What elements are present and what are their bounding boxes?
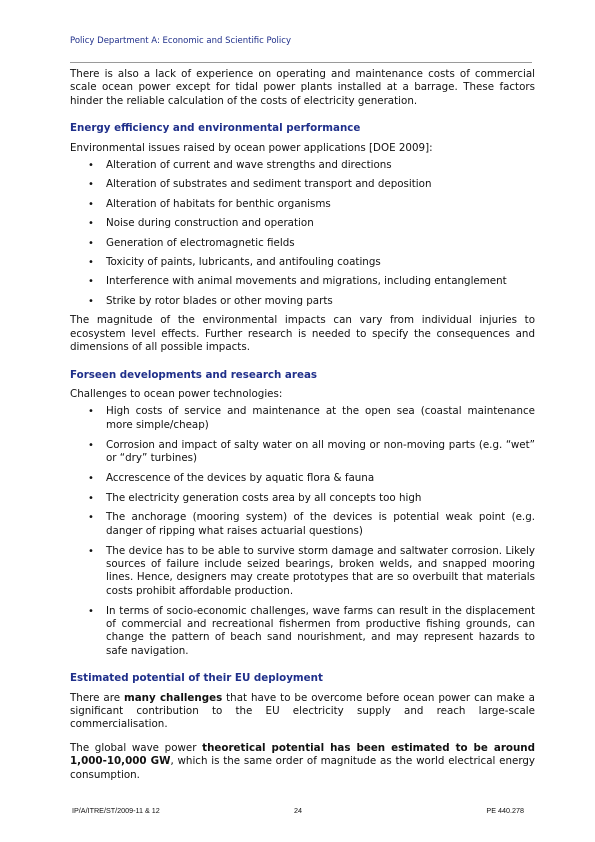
bullet-icon: • [88,512,94,524]
bullet-icon: • [88,295,94,307]
list-item: • The anchorage (mooring system) of the devices is potential weak point (e.g. danger of ripping what raises actuarial questions) [88,511,535,537]
section-heading-research: Forseen developments and research areas [70,368,318,381]
footer-document-id: IP/A/ITRE/ST/2009-11 & 12 [72,806,160,815]
page-body [70,68,535,792]
section-intro-environment: Environmental issues raised by ocean power applications [DOE 2009]: [70,141,433,154]
page-number: 24 [294,806,302,815]
bullet-icon: • [88,605,94,617]
bullet-icon: • [88,257,94,269]
emphasis-text: theoretical potential has been estimated to be around 1,000-10,000 GW [70,741,535,768]
list-item: • In terms of socio-economic challenges, wave farms can result in the displacement of commercial and recreational fishermen from productive fishing grounds, can change the pattern of beach sand nourishment, and may represent hazards to safe navigation. [88,604,535,657]
list-item: • Alteration of current and wave strengths and directions [88,159,392,172]
potential-paragraph-2: The global wave power theoretical potential has been estimated to be around 1,000-10,000 GW, which is the same order of magnitude as the world electrical energy consumption. [70,741,535,781]
footer-reference: PE 440.278 [486,806,524,815]
potential-paragraph-1: There are many challenges that have to be overcome before ocean power can make a significant contribution to the EU electricity supply and reach large-scale commercialisation. [70,691,535,731]
page-footer [72,806,524,818]
list-item: • Toxicity of paints, lubricants, and antifouling coatings [88,256,381,269]
section-heading-potential: Estimated potential of their EU deployment [70,672,323,685]
list-item: • Accrescence of the devices by aquatic flora & fauna [88,471,375,484]
list-item: • Noise during construction and operation [88,217,314,230]
bullet-icon: • [88,276,94,288]
list-item: • Interference with animal movements and migrations, including entanglement [88,275,507,288]
bullet-icon: • [88,198,94,210]
list-item: • Strike by rotor blades or other moving parts [88,294,333,307]
bullet-icon: • [88,160,94,172]
list-item: • The electricity generation costs area by all concepts too high [88,491,422,504]
bullet-icon: • [88,492,94,504]
list-item: • The device has to be able to survive storm damage and saltwater corrosion. Likely sources of failure include seized bearings, broken welds, and snapped mooring lines. Hence, designers may create prototypes that are so overbuilt that materials costs prohibit affordable production. [88,544,535,597]
bullet-icon: • [88,406,94,418]
intro-paragraph: There is also a lack of experience on operating and maintenance costs of commercial scale ocean power except for tidal power plants installed at a barrage. These factors hinder the reliable calculation of the costs of electricity generation. [70,68,535,107]
list-item: • Alteration of habitats for benthic organisms [88,197,331,210]
running-header: Policy Department A: Economic and Scientific Policy [70,36,291,46]
emphasis-text: many challenges [124,691,223,704]
challenges-list [70,405,535,658]
bullet-icon: • [88,218,94,230]
list-item: • Corrosion and impact of salty water on all moving or non-moving parts (e.g. “wet” or “dry” turbines) [88,438,535,464]
bullet-icon: • [88,439,94,451]
bullet-icon: • [88,237,94,249]
header-rule [70,62,532,63]
list-item: • Generation of electromagnetic fields [88,236,295,249]
section-intro-research: Challenges to ocean power technologies: [70,387,283,400]
section-heading-environment: Energy efficiency and environmental performance [70,122,361,135]
bullet-icon: • [88,545,94,557]
list-item: • High costs of service and maintenance at the open sea (coastal maintenance more simple/cheap) [88,405,535,431]
list-item: • Alteration of substrates and sediment transport and deposition [88,178,432,191]
environment-closing-paragraph: The magnitude of the environmental impacts can vary from individual injuries to ecosystem level effects. Further research is needed to specify the consequences and dimensions of all possible impacts. [70,314,535,354]
environment-issues-list [70,159,535,308]
bullet-icon: • [88,179,94,191]
bullet-icon: • [88,472,94,484]
